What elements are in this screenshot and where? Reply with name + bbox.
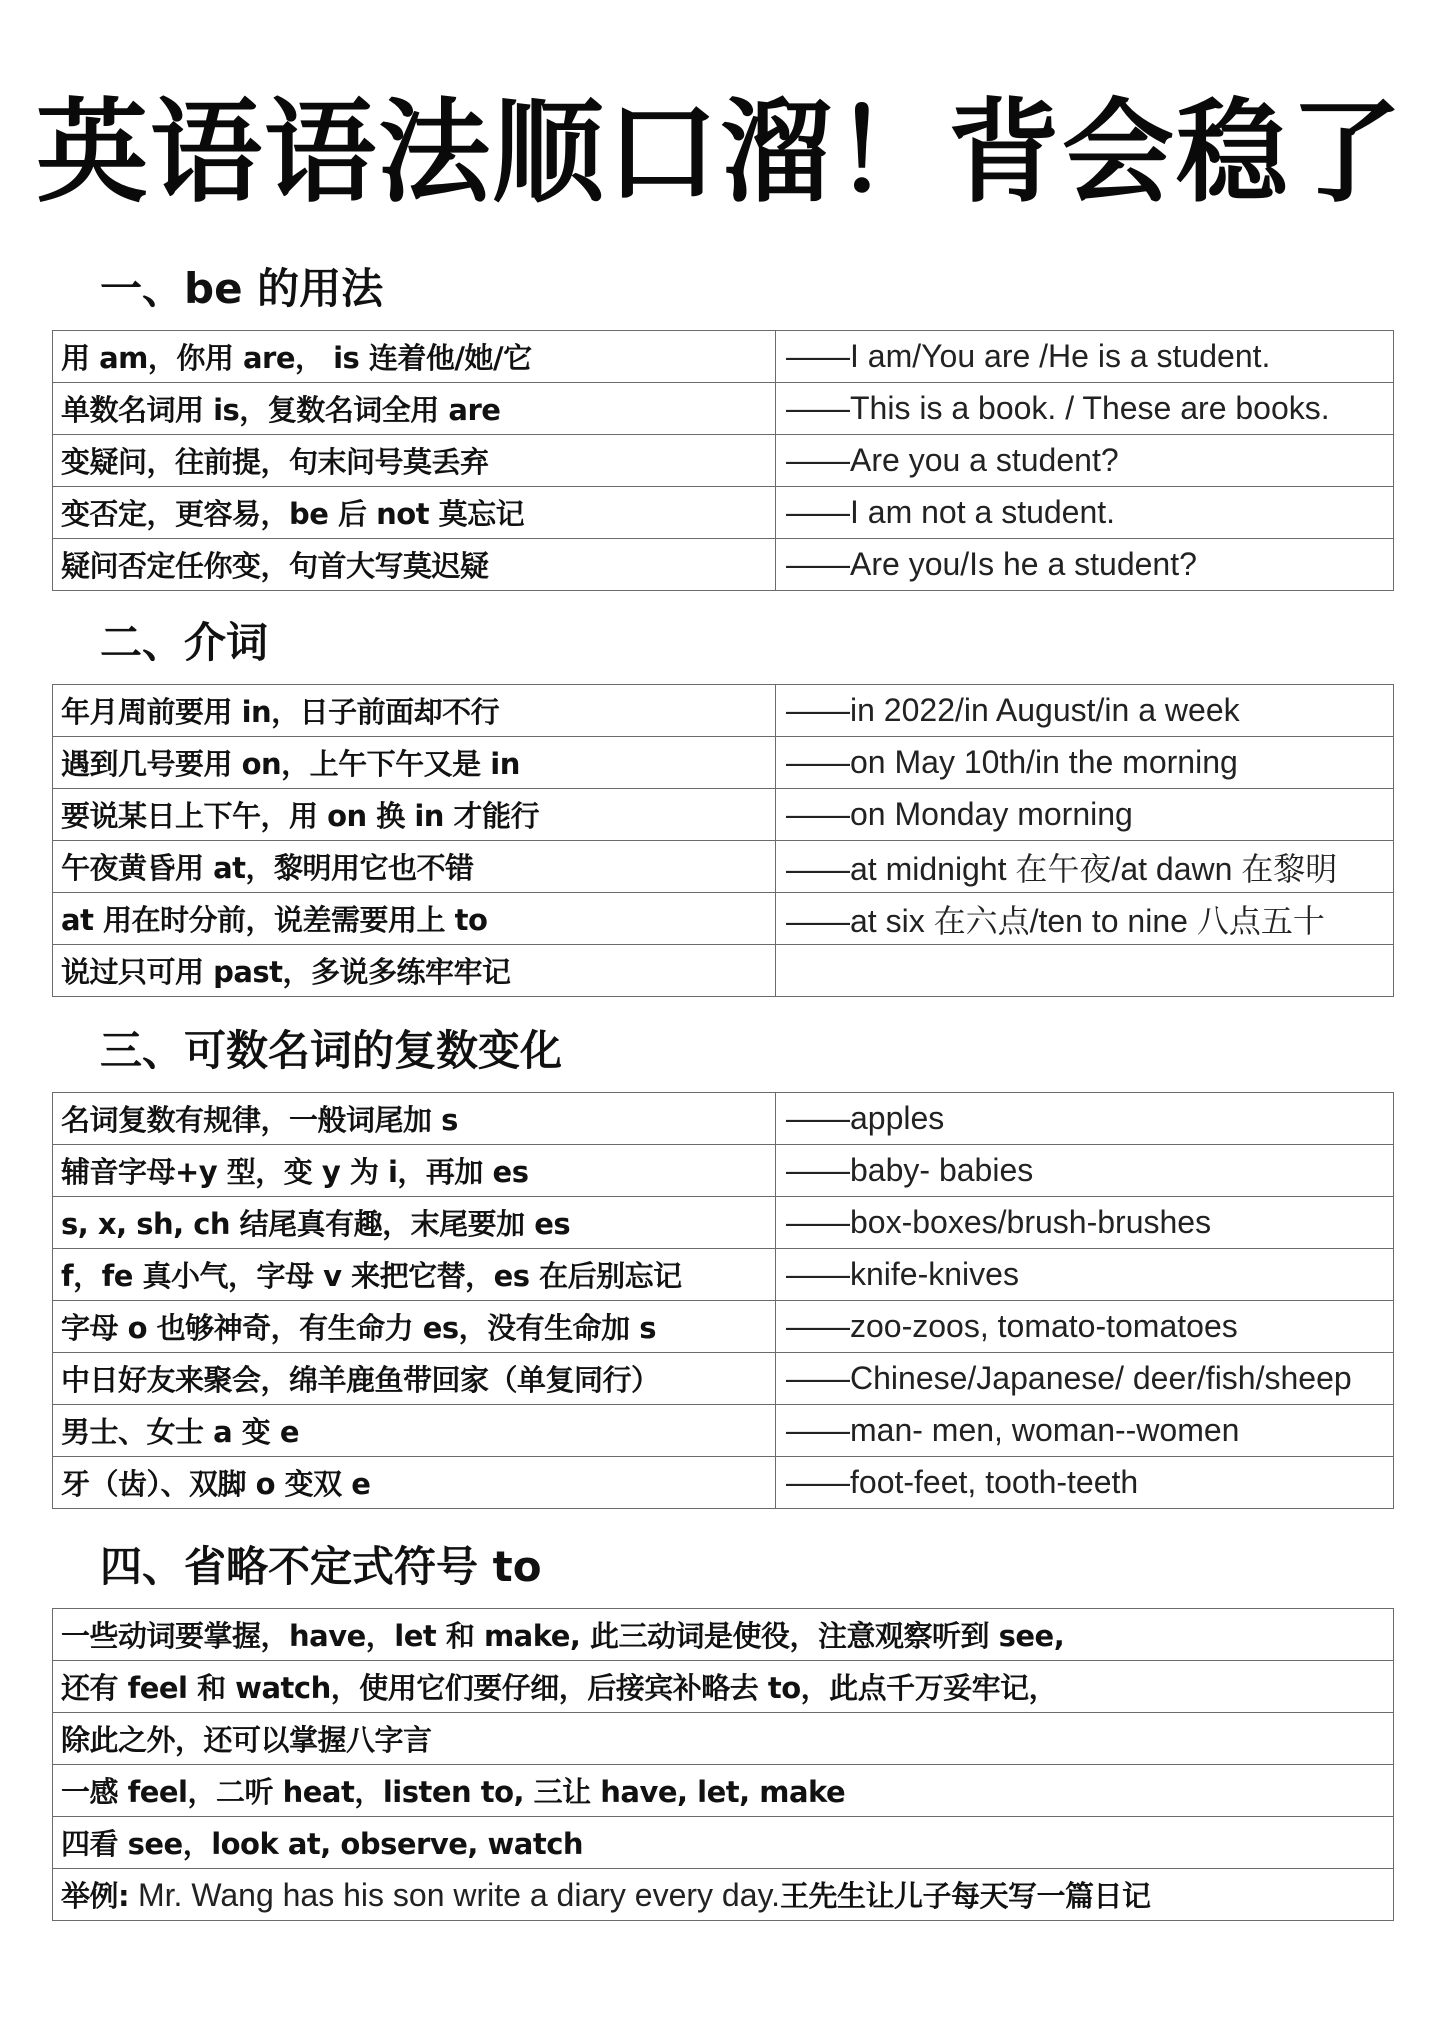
table-row — [53, 435, 1394, 487]
table-row — [53, 893, 1394, 945]
rule-cell: 男士、女士 a 变 e — [53, 1405, 776, 1457]
table-row — [53, 1093, 1394, 1145]
table-row — [53, 685, 1394, 737]
rule-cell: f，fe 真小气，字母 v 来把它替，es 在后别忘记 — [53, 1249, 776, 1301]
rule-cell: 辅音字母+y 型，变 y 为 i，再加 es — [53, 1145, 776, 1197]
example-chinese: 王先生让儿子每天写一篇日记 — [780, 1879, 1151, 1913]
example-cell: ——in 2022/in August/in a week — [776, 685, 1394, 737]
page-title: 英语语法顺口溜！背会稳了 — [36, 88, 1404, 218]
example-label: 举例: — [61, 1879, 130, 1913]
example-cell: ——knife-knives — [776, 1249, 1394, 1301]
example-cell: ——I am/You are /He is a student. — [776, 331, 1394, 383]
example-cell: ——Are you a student? — [776, 435, 1394, 487]
rule-line: 一感 feel，二听 heat，listen to, 三让 have, let, make — [53, 1765, 1394, 1817]
table-row — [53, 1405, 1394, 1457]
example-cell: ——box-boxes/brush-brushes — [776, 1197, 1394, 1249]
example-cell: ——at midnight 在午夜/at dawn 在黎明 — [776, 841, 1394, 893]
example-cell: ——foot-feet, tooth-teeth — [776, 1457, 1394, 1509]
table-row — [53, 1817, 1394, 1869]
section-heading: 二、介词 — [100, 618, 269, 667]
rules-table — [52, 1092, 1394, 1509]
example-cell: ——zoo-zoos, tomato-tomatoes — [776, 1301, 1394, 1353]
table-row — [53, 1713, 1394, 1765]
section-plural-nouns — [52, 1010, 1394, 1509]
example-cell: ——man- men, woman--women — [776, 1405, 1394, 1457]
rule-cell: 中日好友来聚会，绵羊鹿鱼带回家（单复同行） — [53, 1353, 776, 1405]
rule-cell: 遇到几号要用 on，上午下午又是 in — [53, 737, 776, 789]
rule-cell: 字母 o 也够神奇，有生命力 es，没有生命加 s — [53, 1301, 776, 1353]
example-cell: ——Are you/Is he a student? — [776, 539, 1394, 591]
section-heading: 四、省略不定式符号 to — [100, 1542, 542, 1591]
example-cell: ——This is a book. / These are books. — [776, 383, 1394, 435]
rule-cell: 要说某日上下午，用 on 换 in 才能行 — [53, 789, 776, 841]
table-row — [53, 1145, 1394, 1197]
rules-table — [52, 1608, 1394, 1921]
rule-cell: 牙（齿）、双脚 o 变双 e — [53, 1457, 776, 1509]
example-line — [53, 1869, 1394, 1921]
table-row — [53, 1765, 1394, 1817]
section-heading: 三、可数名词的复数变化 — [100, 1026, 563, 1075]
rule-cell: 说过只可用 past，多说多练牢牢记 — [53, 945, 776, 997]
rules-table — [52, 684, 1394, 997]
example-cell: ——baby- babies — [776, 1145, 1394, 1197]
table-row — [53, 1353, 1394, 1405]
table-row — [53, 1661, 1394, 1713]
table-row — [53, 539, 1394, 591]
example-english: Mr. Wang has his son write a diary every day. — [129, 1877, 781, 1913]
table-row — [53, 737, 1394, 789]
example-cell: ——Chinese/Japanese/ deer/fish/sheep — [776, 1353, 1394, 1405]
rule-line: 四看 see，look at, observe, watch — [53, 1817, 1394, 1869]
rule-cell: 午夜黄昏用 at，黎明用它也不错 — [53, 841, 776, 893]
rule-cell: s, x, sh, ch 结尾真有趣，末尾要加 es — [53, 1197, 776, 1249]
example-cell: ——on May 10th/in the morning — [776, 737, 1394, 789]
section-be-usage — [52, 248, 1394, 591]
section-heading: 一、be 的用法 — [100, 264, 384, 313]
table-row — [53, 841, 1394, 893]
table-row — [53, 789, 1394, 841]
example-cell: ——at six 在六点/ten to nine 八点五十 — [776, 893, 1394, 945]
table-row — [53, 1249, 1394, 1301]
table-row — [53, 1301, 1394, 1353]
rule-cell: 用 am，你用 are， is 连着他/她/它 — [53, 331, 776, 383]
section-bare-infinitive — [52, 1526, 1394, 1921]
table-row — [53, 1869, 1394, 1921]
rule-line: 一些动词要掌握，have，let 和 make, 此三动词是使役，注意观察听到 see, — [53, 1609, 1394, 1661]
example-cell: ——on Monday morning — [776, 789, 1394, 841]
rule-cell: at 用在时分前，说差需要用上 to — [53, 893, 776, 945]
rule-line: 还有 feel 和 watch，使用它们要仔细，后接宾补略去 to，此点千万妥牢记， — [53, 1661, 1394, 1713]
rule-cell: 疑问否定任你变，句首大写莫迟疑 — [53, 539, 776, 591]
example-cell: ——I am not a student. — [776, 487, 1394, 539]
table-row — [53, 331, 1394, 383]
table-row — [53, 383, 1394, 435]
example-cell: ——apples — [776, 1093, 1394, 1145]
rule-cell: 变否定，更容易，be 后 not 莫忘记 — [53, 487, 776, 539]
table-row — [53, 487, 1394, 539]
rule-cell: 变疑问，往前提，句末问号莫丢弃 — [53, 435, 776, 487]
rules-table — [52, 330, 1394, 591]
rule-cell: 单数名词用 is，复数名词全用 are — [53, 383, 776, 435]
table-row — [53, 1197, 1394, 1249]
table-row — [53, 1457, 1394, 1509]
rule-cell: 年月周前要用 in，日子前面却不行 — [53, 685, 776, 737]
table-row — [53, 945, 1394, 997]
rule-line: 除此之外，还可以掌握八字言 — [53, 1713, 1394, 1765]
table-row — [53, 1609, 1394, 1661]
example-cell — [776, 945, 1394, 997]
section-prepositions — [52, 602, 1394, 997]
rule-cell: 名词复数有规律，一般词尾加 s — [53, 1093, 776, 1145]
